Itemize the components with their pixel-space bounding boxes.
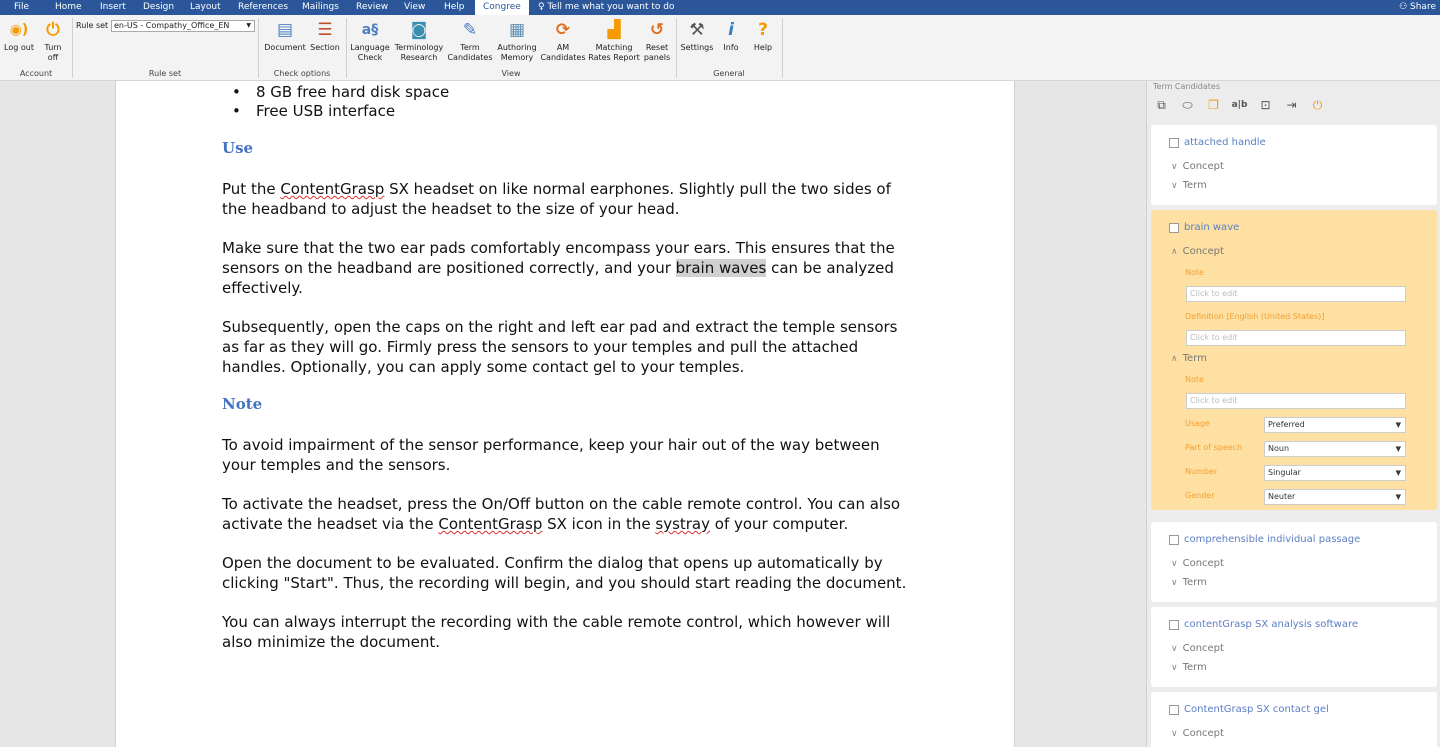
document-page[interactable] xyxy=(115,81,1015,747)
text-run: of your computer. xyxy=(710,515,849,533)
duplicate-icon[interactable]: ❐ xyxy=(1208,98,1219,112)
tell-me-search[interactable] xyxy=(538,1,674,13)
settings-button[interactable] xyxy=(680,19,714,53)
terminology-research-button[interactable] xyxy=(392,19,446,63)
term-candidates-label-1: Term xyxy=(460,43,480,52)
chevron-down-icon: ▼ xyxy=(1395,421,1401,429)
ruleset-caption: Rule set xyxy=(76,21,109,30)
reset-icon: ↺ xyxy=(649,20,665,40)
highlighted-term[interactable]: brain waves xyxy=(675,259,767,277)
ruleset-dropdown[interactable] xyxy=(111,20,255,32)
concept-label: Concept xyxy=(1182,643,1224,654)
term-candidate-card[interactable] xyxy=(1151,607,1437,687)
language-check-button[interactable] xyxy=(348,19,392,63)
info-icon: i xyxy=(728,20,734,40)
term-label: Term xyxy=(1182,577,1207,588)
menu-layout[interactable]: Layout xyxy=(190,2,221,12)
term-candidates-icon: ✎ xyxy=(462,20,478,40)
menu-congree[interactable]: Congree xyxy=(475,0,529,15)
concept-toggle[interactable] xyxy=(1171,643,1224,654)
candidate-checkbox[interactable] xyxy=(1169,223,1179,233)
tell-me-label: Tell me what you want to do xyxy=(547,2,675,12)
menu-home[interactable]: Home xyxy=(55,2,82,12)
chevron-down-icon: ∨ xyxy=(1171,643,1178,654)
text-run: Put the xyxy=(222,180,281,198)
term-candidates-panel xyxy=(1146,81,1440,747)
ribbon xyxy=(0,15,1440,81)
panel-toolbar xyxy=(1153,95,1326,115)
part-of-speech-label: Part of speech xyxy=(1185,443,1243,452)
term-note-input[interactable]: Click to edit xyxy=(1186,393,1406,409)
chevron-up-icon: ∧ xyxy=(1171,246,1178,257)
usage-label: Usage xyxy=(1185,419,1210,428)
candidate-header xyxy=(1169,137,1266,148)
group-separator xyxy=(782,18,783,78)
term-toggle[interactable] xyxy=(1171,577,1207,588)
section-check-button[interactable] xyxy=(308,19,342,53)
candidate-checkbox[interactable] xyxy=(1169,705,1179,715)
matching-rates-label-1: Matching xyxy=(595,43,633,52)
matching-rates-label-2: Rates Report xyxy=(588,53,640,62)
menu-references[interactable]: References xyxy=(238,2,289,12)
panel-title: Term Candidates xyxy=(1153,82,1220,91)
candidate-header xyxy=(1169,619,1358,630)
term-label: Term xyxy=(1182,662,1207,673)
paragraph: To avoid impairment of the sensor performance, keep your hair out of the way between your temples and the sensors. xyxy=(222,436,880,474)
heading-use: Use xyxy=(222,139,254,157)
text-run: Make sure that the two ear pads comfortably encompass your ears. This ensures that the sensors on the headband are positioned correctly, and your xyxy=(222,239,895,277)
number-dropdown[interactable] xyxy=(1264,465,1406,481)
person-icon: ⚇ xyxy=(1399,2,1408,12)
am-candidates-label-2: Candidates xyxy=(540,53,586,62)
menu-view[interactable]: View xyxy=(404,2,426,12)
candidate-header xyxy=(1169,534,1360,545)
tools-icon: ⚒ xyxy=(689,20,705,40)
terminology-research-icon: ◙ xyxy=(410,20,428,40)
spelling-flag[interactable]: ContentGrasp xyxy=(438,515,543,533)
terminology-research-label-1: Terminology xyxy=(394,43,444,52)
group-label-check-options: Check options xyxy=(273,69,331,78)
paragraph: Open the document to be evaluated. Confirm the dialog that opens up automatically by clicking "Start". Thus, the recording will begin, and you should start reading the document. xyxy=(222,554,907,592)
term-toggle[interactable] xyxy=(1171,662,1207,673)
term-toggle[interactable] xyxy=(1171,180,1207,191)
definition-input[interactable]: Click to edit xyxy=(1186,330,1406,346)
turnoff-button[interactable] xyxy=(40,19,66,63)
text-run: SX headset on like normal earphones. Slightly pull the two sides of the headband to adjust the headset to the size of your head. xyxy=(222,180,891,218)
info-label: Info xyxy=(723,43,739,52)
share-button[interactable] xyxy=(1399,1,1436,13)
reset-panels-label-2: panels xyxy=(643,53,671,62)
concept-label: Concept xyxy=(1182,161,1224,172)
turnoff-label-2: off xyxy=(47,53,59,62)
info-button[interactable] xyxy=(718,19,744,53)
candidate-checkbox[interactable] xyxy=(1169,138,1179,148)
bullet-item: • Free USB interface xyxy=(256,101,395,121)
concept-toggle[interactable] xyxy=(1171,161,1224,172)
authoring-memory-icon: ▦ xyxy=(508,20,526,40)
help-icon: ? xyxy=(758,20,768,40)
paragraph xyxy=(222,179,912,219)
group-label-general: General xyxy=(713,69,745,78)
paragraph xyxy=(222,238,912,298)
candidate-label: attached handle xyxy=(1184,137,1266,148)
menu-design[interactable]: Design xyxy=(143,2,175,12)
concept-toggle[interactable] xyxy=(1171,246,1224,257)
terminology-research-label-2: Research xyxy=(400,53,438,62)
logout-label: Log out xyxy=(4,43,34,52)
gender-label: Gender xyxy=(1185,491,1215,500)
gender-dropdown[interactable] xyxy=(1264,489,1406,505)
term-candidates-button[interactable] xyxy=(446,19,494,63)
term-candidate-card-active[interactable] xyxy=(1151,210,1437,510)
note-label: Note xyxy=(1185,375,1204,384)
chevron-down-icon: ∨ xyxy=(1171,180,1178,191)
section-check-label: Section xyxy=(310,43,340,52)
chevron-down-icon: ▼ xyxy=(246,22,251,29)
term-label: Term xyxy=(1182,353,1207,364)
paragraph: Subsequently, open the caps on the right and left ear pad and extract the temple sensors as far as they will go. Firmly press the sensors to your temples and pull the attached handles. Optionally, you can apply some contact gel to your temples. xyxy=(222,318,898,376)
authoring-memory-label-1: Authoring xyxy=(497,43,537,52)
term-toggle[interactable] xyxy=(1171,353,1207,364)
part-of-speech-dropdown[interactable] xyxy=(1264,441,1406,457)
language-check-icon: a§ xyxy=(361,22,379,38)
authoring-memory-label-2: Memory xyxy=(500,53,534,62)
candidate-label: contentGrasp SX analysis software xyxy=(1184,619,1358,630)
document-check-icon: ▤ xyxy=(276,20,294,40)
chevron-down-icon: ∨ xyxy=(1171,662,1178,673)
spelling-flag[interactable]: systray xyxy=(655,515,710,533)
chevron-down-icon: ▼ xyxy=(1395,493,1401,501)
concept-label: Concept xyxy=(1182,558,1224,569)
reset-panels-button[interactable] xyxy=(642,19,672,63)
lightbulb-icon: ♀ xyxy=(538,2,545,12)
menu-mailings[interactable]: Mailings xyxy=(302,2,339,12)
candidate-label: comprehensible individual passage xyxy=(1184,534,1361,545)
term-candidate-card[interactable] xyxy=(1151,692,1437,747)
lasso-icon[interactable]: ⬭ xyxy=(1182,97,1193,112)
concept-note-input[interactable]: Click to edit xyxy=(1186,286,1406,302)
logout-icon: ◉) xyxy=(9,22,29,38)
section-check-icon: ☰ xyxy=(317,20,333,40)
group-label-account: Account xyxy=(19,69,53,78)
term-candidates-label-2: Candidates xyxy=(447,53,493,62)
help-label: Help xyxy=(753,43,773,52)
reset-panels-label-1: Reset xyxy=(645,43,669,52)
am-candidates-icon: ⟳ xyxy=(555,20,571,40)
heading-note: Note xyxy=(222,395,263,413)
power-icon[interactable]: ⏻ xyxy=(1312,97,1323,112)
candidate-label: brain wave xyxy=(1184,222,1240,233)
part-of-speech-value: Noun xyxy=(1268,444,1290,453)
concept-toggle[interactable] xyxy=(1171,728,1224,739)
am-candidates-label-1: AM xyxy=(556,43,570,52)
paragraph: You can always interrupt the recording with the cable remote control, which however will also minimize the document. xyxy=(222,613,891,651)
logout-button[interactable] xyxy=(4,19,34,53)
document-area xyxy=(0,81,1146,747)
concept-toggle[interactable] xyxy=(1171,558,1224,569)
usage-value: Preferred xyxy=(1268,420,1305,429)
chevron-down-icon: ▼ xyxy=(1395,469,1401,477)
term-label: Term xyxy=(1182,180,1207,191)
matching-rates-report-button[interactable] xyxy=(586,19,642,63)
term-candidate-card[interactable] xyxy=(1151,522,1437,602)
note-label: Note xyxy=(1185,268,1204,277)
paragraph xyxy=(222,494,912,534)
chevron-down-icon: ∨ xyxy=(1171,161,1178,172)
chevron-down-icon: ▼ xyxy=(1395,445,1401,453)
number-label: Number xyxy=(1185,467,1218,476)
share-label: Share xyxy=(1410,2,1436,12)
concept-label: Concept xyxy=(1182,728,1224,739)
menu-file[interactable]: File xyxy=(14,2,30,12)
concept-label: Concept xyxy=(1182,246,1224,257)
text-run: To activate the headset, press the On/Off button on the cable remote control. You can also activate the headset via the xyxy=(222,495,901,533)
candidate-label: ContentGrasp SX contact gel xyxy=(1184,704,1329,715)
text-run: SX icon in the xyxy=(542,515,656,533)
text-run: can be analyzed effectively. xyxy=(222,259,894,297)
candidate-checkbox[interactable] xyxy=(1169,535,1179,545)
number-value: Singular xyxy=(1268,468,1301,477)
copy-icon[interactable]: ⧉ xyxy=(1157,97,1166,112)
term-candidate-card[interactable] xyxy=(1151,125,1437,205)
am-candidates-button[interactable] xyxy=(540,19,586,63)
candidate-checkbox[interactable] xyxy=(1169,620,1179,630)
menu-bar xyxy=(0,0,1440,15)
menu-insert[interactable]: Insert xyxy=(100,2,126,12)
settings-label: Settings xyxy=(680,43,714,52)
language-check-label-1: Language xyxy=(350,43,390,52)
export-icon[interactable]: ⇥ xyxy=(1286,98,1297,112)
help-button[interactable] xyxy=(750,19,776,53)
group-label-view: View xyxy=(501,69,521,78)
ruleset-value: en-US - Compathy_Office_EN xyxy=(114,21,230,30)
chevron-down-icon: ∨ xyxy=(1171,577,1178,588)
bar-chart-icon: ▟ xyxy=(607,20,621,40)
candidate-header xyxy=(1169,222,1239,233)
abc-icon[interactable]: a|b xyxy=(1231,100,1248,110)
authoring-memory-button[interactable] xyxy=(494,19,540,63)
language-check-label-2: Check xyxy=(357,53,383,62)
add-icon[interactable]: ⊡ xyxy=(1260,98,1271,112)
definition-label: Definition [English (United States)] xyxy=(1185,312,1325,321)
chevron-up-icon: ∧ xyxy=(1171,353,1178,364)
chevron-down-icon: ∨ xyxy=(1171,558,1178,569)
gender-value: Neuter xyxy=(1268,492,1296,501)
turnoff-label-1: Turn xyxy=(44,43,62,52)
menu-review[interactable]: Review xyxy=(356,2,389,12)
document-check-label: Document xyxy=(264,43,306,52)
candidate-header xyxy=(1169,704,1329,715)
power-icon: ⏻ xyxy=(46,20,60,40)
bullet-item: • 8 GB free hard disk space xyxy=(256,82,449,102)
group-label-ruleset: Rule set xyxy=(148,69,182,78)
menu-help[interactable]: Help xyxy=(444,2,465,12)
usage-dropdown[interactable] xyxy=(1264,417,1406,433)
spelling-flag[interactable]: ContentGrasp xyxy=(280,180,385,198)
document-check-button[interactable] xyxy=(262,19,308,53)
chevron-down-icon: ∨ xyxy=(1171,728,1178,739)
